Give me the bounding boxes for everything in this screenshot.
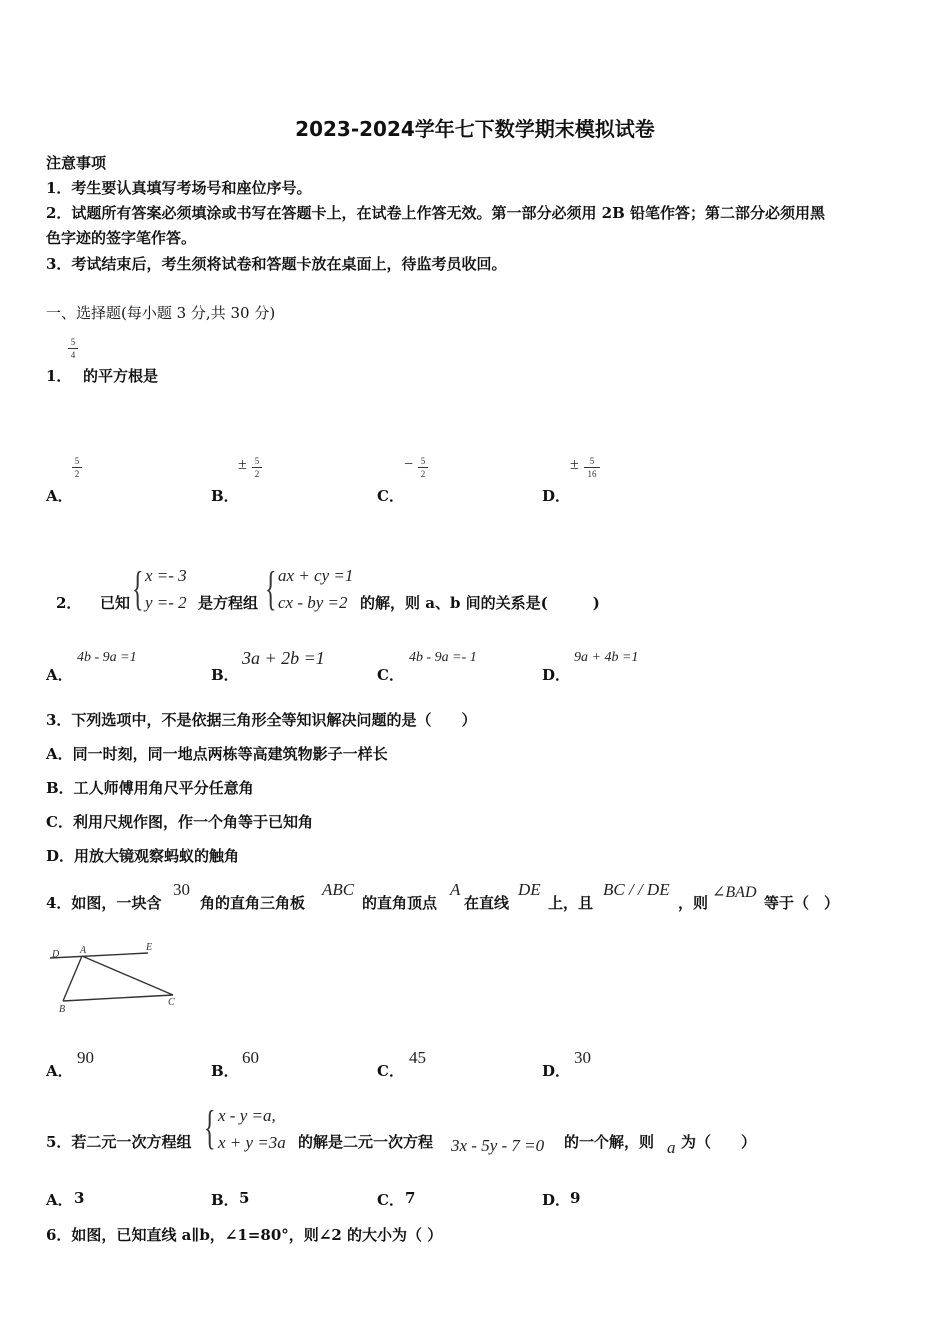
q4-stem-part1: 4．如图，一块含: [46, 894, 162, 912]
q2-sys2-line1: ax + cy =1: [278, 566, 354, 585]
section-heading: 一、选择题(每小题 3 分,共 30 分): [46, 304, 276, 322]
q1-a-num: 5: [74, 456, 80, 466]
q3-option-b: B．工人师傅用角尺平分任意角: [46, 779, 254, 797]
q1-number: 1．: [46, 367, 72, 385]
q5-option-a-label: A．: [46, 1191, 73, 1209]
label-d: D: [52, 949, 60, 960]
q4-option-b-val: 60: [242, 1048, 259, 1067]
q1-option-c-sign: −: [404, 456, 414, 473]
q4-line-de: DE: [518, 880, 541, 899]
q5-option-a-val: 3: [74, 1189, 85, 1207]
notice-item-1: 1．考生要认真填写考场号和座位序号。: [46, 179, 312, 197]
q5-option-c-val: 7: [405, 1189, 416, 1207]
q5-sys-line2: x + y =3a: [218, 1133, 286, 1152]
side-ac: [82, 956, 173, 995]
q4-stem-part5: 上，且: [548, 894, 594, 912]
q1-a-den: 2: [74, 469, 80, 479]
q4-option-c-label: C．: [377, 1062, 404, 1080]
q2-brace-2: {: [265, 562, 277, 615]
q5-stem-part1: 5．若二元一次方程组: [46, 1133, 192, 1151]
q5-sys-line1: x - y =a,: [218, 1106, 276, 1125]
q5-option-b-label: B．: [211, 1191, 239, 1209]
q4-parallel: BC / / DE: [603, 880, 670, 899]
q4-angle-30: 30: [173, 880, 190, 899]
q2-pre: 已知: [100, 594, 131, 612]
q4-stem-part7: 等于（ ）: [764, 894, 840, 912]
q3-option-d: D．用放大镜观察蚂蚁的触角: [46, 847, 240, 865]
side-bc: [63, 995, 173, 1001]
notice-item-2-cont: 色字迹的签字笔作答。: [46, 229, 197, 247]
q2-option-b-label: B．: [211, 666, 239, 684]
q5-brace: {: [204, 1101, 216, 1154]
q1-option-a-label: A．: [46, 487, 73, 505]
q1-stem: 的平方根是: [83, 367, 159, 385]
notice-item-3: 3．考试结束后，考生须将试卷和答题卡放在桌面上，待监考员收回。: [46, 255, 507, 273]
q5-variable-a: a: [667, 1138, 676, 1157]
q1-frac-den: 4: [70, 350, 76, 360]
q4-triangle-figure: [46, 938, 186, 1016]
q1-b-den: 2: [254, 469, 260, 479]
q1-option-d-sign: ±: [570, 456, 579, 473]
q5-option-c-label: C．: [377, 1191, 404, 1209]
q2-option-a-expr: 4b - 9a =1: [77, 650, 137, 665]
q4-option-d-val: 30: [574, 1048, 591, 1067]
q4-angle-bad: ∠BAD: [712, 884, 757, 901]
q4-option-b-label: B．: [211, 1062, 239, 1080]
q2-number: 2．: [56, 594, 82, 612]
q5-equation: 3x - 5y - 7 =0: [451, 1136, 545, 1155]
q1-option-d-frac: [584, 456, 600, 479]
label-c: C: [168, 997, 175, 1008]
q4-stem-part2: 角的直角三角板: [200, 894, 306, 912]
q3-option-c: C．利用尺规作图，作一个角等于已知角: [46, 813, 313, 831]
q2-option-c-expr: 4b - 9a =- 1: [409, 650, 477, 665]
label-e: E: [146, 942, 153, 953]
q1-b-num: 5: [254, 456, 260, 466]
q4-option-a-label: A．: [46, 1062, 73, 1080]
q4-stem-part3: 的直角顶点: [362, 894, 438, 912]
q5-stem-part3: 的一个解，则: [564, 1133, 655, 1151]
q5-stem-part2: 的解是二元一次方程: [298, 1133, 434, 1151]
label-a: A: [80, 945, 87, 956]
q5-option-b-val: 5: [239, 1189, 250, 1207]
page-title: 2023-2024学年七下数学期末模拟试卷: [295, 117, 655, 141]
q2-sys1-line1: x =- 3: [145, 566, 187, 585]
q2-post: 的解，则 a、b 间的关系是( ): [360, 594, 600, 612]
q4-stem-part6: ，则: [678, 894, 709, 912]
q2-mid: 是方程组: [198, 594, 259, 612]
q4-abc: ABC: [322, 880, 355, 899]
q1-option-b-sign: ±: [238, 456, 247, 473]
notice-heading: 注意事项: [46, 154, 107, 172]
q4-option-d-label: D．: [542, 1062, 571, 1080]
label-b: B: [59, 1004, 66, 1015]
q1-d-den: 16: [587, 469, 597, 479]
q1-option-c-frac: [418, 456, 428, 479]
q1-option-d-label: D．: [542, 487, 571, 505]
q1-d-num: 5: [589, 456, 595, 466]
q3-stem: 3．下列选项中，不是依据三角形全等知识解决问题的是（ ）: [46, 711, 477, 729]
q2-option-d-expr: 9a + 4b =1: [574, 650, 639, 665]
q4-option-c-val: 45: [409, 1048, 426, 1067]
q6-stem: 6．如图，已知直线 a∥b，∠1=80°，则∠2 的大小为（ ）: [46, 1226, 443, 1244]
q2-sys2-line2: cx - by =2: [278, 593, 348, 612]
q1-option-b-frac: [252, 456, 262, 479]
q1-option-a-frac: [72, 456, 82, 479]
line-de: [50, 953, 148, 958]
q2-brace-1: {: [132, 562, 144, 615]
q1-option-c-label: C．: [377, 487, 404, 505]
q5-stem-part4: 为（ ）: [681, 1133, 757, 1151]
q4-point-a: A: [450, 880, 461, 899]
q1-c-den: 2: [420, 469, 426, 479]
q5-option-d-val: 9: [570, 1189, 581, 1207]
q2-option-c-label: C．: [377, 666, 404, 684]
q4-option-a-val: 90: [77, 1048, 94, 1067]
q3-option-a: A．同一时刻，同一地点两栋等高建筑物影子一样长: [46, 745, 388, 763]
q2-option-a-label: A．: [46, 666, 73, 684]
side-ab: [63, 956, 82, 1001]
q5-option-d-label: D．: [542, 1191, 571, 1209]
q1-frac-num: 5: [70, 337, 76, 347]
q4-stem-part4: 在直线: [464, 894, 510, 912]
q1-option-b-label: B．: [211, 487, 239, 505]
notice-item-2: 2．试题所有答案必须填涂或书写在答题卡上，在试卷上作答无效。第一部分必须用 2B 铅笔作答；第二部分必须用黑: [46, 204, 826, 222]
q2-option-b-expr: 3a + 2b =1: [242, 648, 325, 668]
q2-option-d-label: D．: [542, 666, 571, 684]
q1-fraction: [68, 337, 78, 360]
q2-sys1-line2: y =- 2: [145, 593, 187, 612]
q1-c-num: 5: [420, 456, 426, 466]
